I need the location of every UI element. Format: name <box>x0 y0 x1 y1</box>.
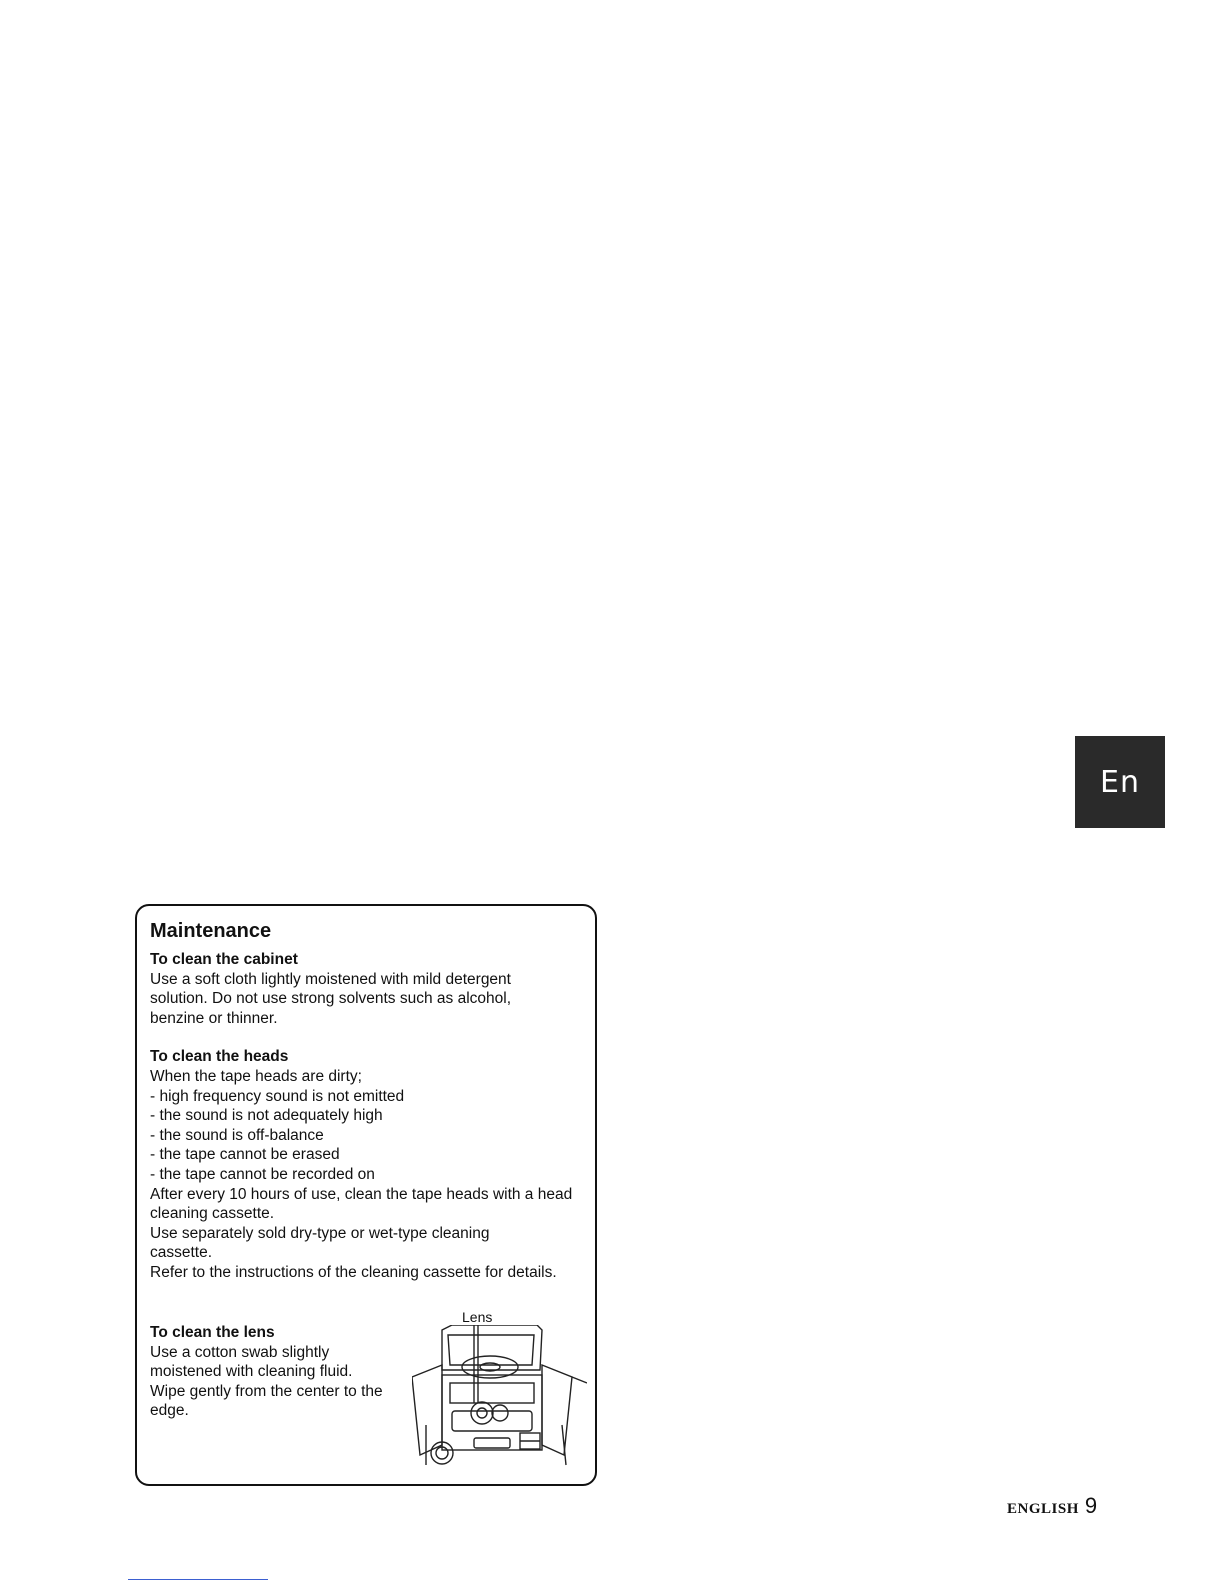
lens-label: Lens <box>462 1309 493 1325</box>
cabinet-heading: To clean the cabinet <box>150 951 298 968</box>
lens-text: Use a cotton swab slightly moistened with cleaning fluid. Wipe gently from the center to the edge. <box>150 1343 383 1420</box>
page-number: 9 <box>1084 1493 1098 1518</box>
list-item: - high frequency sound is not emitted <box>150 1087 405 1105</box>
heads-intro: When the tape heads are dirty; <box>150 1067 362 1085</box>
list-item: - the tape cannot be erased <box>150 1146 340 1164</box>
heads-paragraph-3: Refer to the instructions of the cleaning cassette for details. <box>150 1263 557 1281</box>
language-tab: En <box>1075 736 1165 828</box>
lens-section <box>150 1323 400 1421</box>
heads-paragraph-1: After every 10 hours of use, clean the tape heads with a head cleaning cassette. <box>150 1185 573 1223</box>
list-item: - the tape cannot be recorded on <box>150 1165 375 1183</box>
list-item: - the sound is off-balance <box>150 1126 324 1144</box>
page-footer <box>1007 1493 1097 1519</box>
cd-player-illustration <box>412 1325 587 1477</box>
maintenance-title: Maintenance <box>150 920 272 942</box>
heads-symptom-list <box>150 1087 590 1185</box>
lens-heading: To clean the lens <box>150 1324 275 1341</box>
list-item: - the sound is not adequately high <box>150 1107 383 1125</box>
footer-language: ENGLISH <box>1007 1501 1079 1517</box>
heads-paragraph-2: Use separately sold dry-type or wet-type cleaning cassette. <box>150 1224 490 1262</box>
cabinet-text: Use a soft cloth lightly moistened with mild detergent solution. Do not use strong solvents such as alcohol, benzine or thinner. <box>150 970 512 1027</box>
maintenance-content <box>150 918 590 1283</box>
heads-heading: To clean the heads <box>150 1048 289 1066</box>
bottom-rule <box>128 1579 268 1580</box>
